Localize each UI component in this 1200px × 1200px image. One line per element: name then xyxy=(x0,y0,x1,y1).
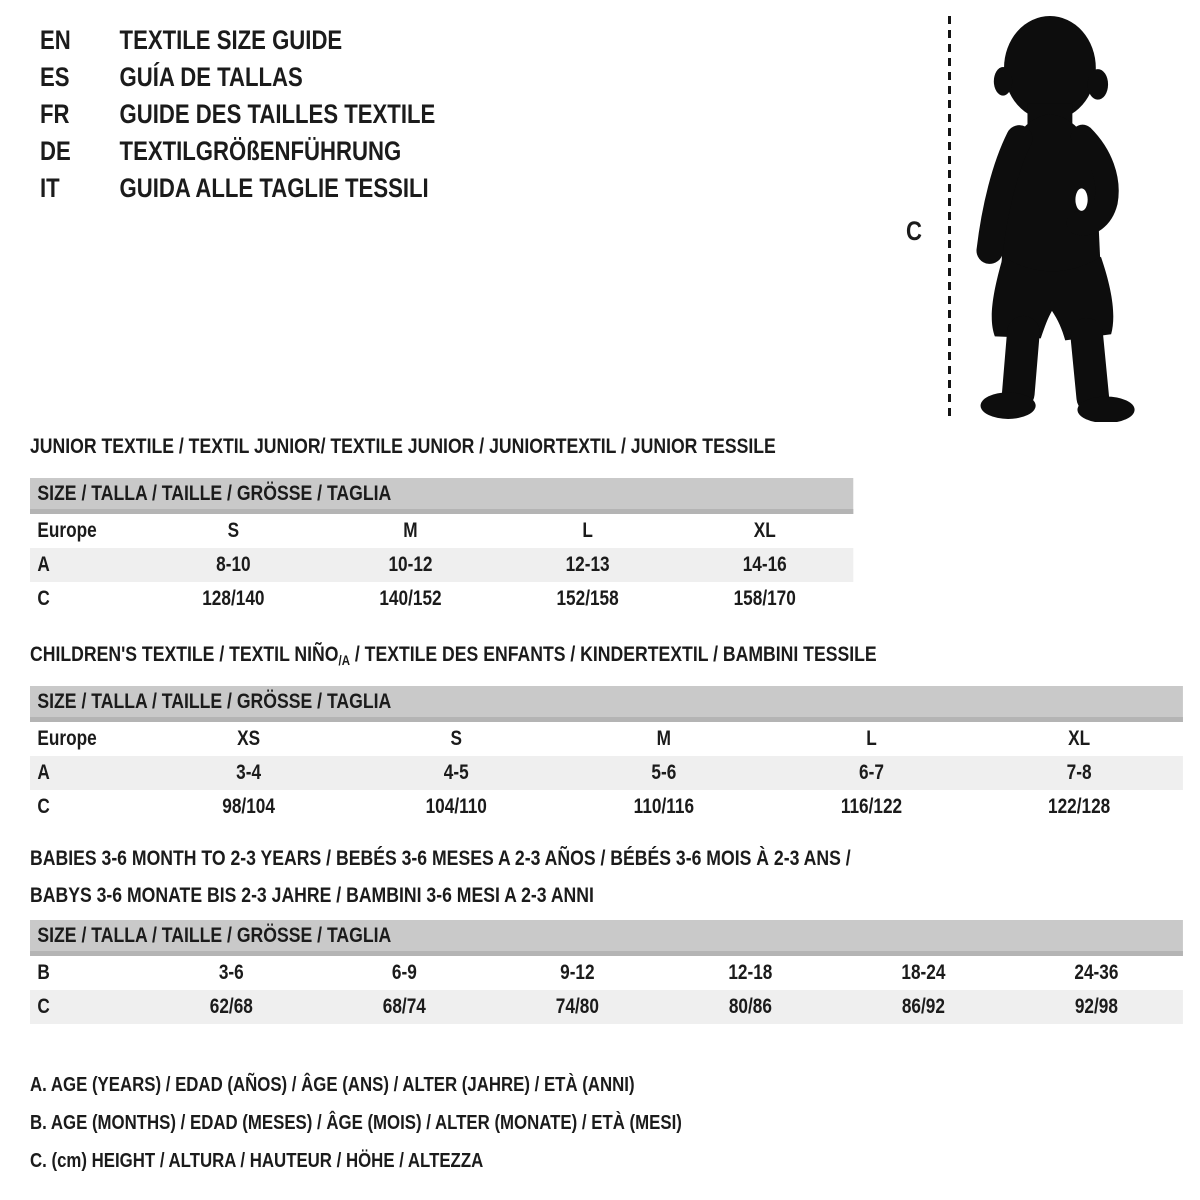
children-title-subscript: /A xyxy=(338,652,350,668)
table-row xyxy=(30,990,1183,1024)
size-header-label: SIZE / TALLA / TAILLE / GRÖSSE / TAGLIA xyxy=(37,923,392,947)
size-cell: 8-10 xyxy=(216,553,251,576)
size-cell: 140/152 xyxy=(379,587,442,610)
lang-row-es xyxy=(40,59,435,96)
table-row xyxy=(30,956,1183,990)
size-cell: 10-12 xyxy=(388,553,433,576)
size-cell: 158/170 xyxy=(733,587,796,610)
row-label: A xyxy=(37,553,50,576)
junior-size-table xyxy=(30,478,853,616)
legend-line-a: A. AGE (YEARS) / EDAD (AÑOS) / ÂGE (ANS) / ALTER (JAHRE) / ETÀ (ANNI) xyxy=(30,1073,635,1096)
table-row xyxy=(30,548,853,582)
lang-code: ES xyxy=(40,62,70,92)
size-cell: 7-8 xyxy=(1066,761,1092,784)
size-cell: XS xyxy=(237,727,261,750)
legend-line-b: B. AGE (MONTHS) / EDAD (MESES) / ÂGE (MOIS) / ALTER (MONATE) / ETÀ (MESI) xyxy=(30,1111,682,1134)
size-cell: M xyxy=(656,727,672,750)
size-cell: 62/68 xyxy=(209,995,253,1018)
toddler-silhouette-icon xyxy=(960,14,1148,422)
lang-label: GUIDA ALLE TAGLIE TESSILI xyxy=(119,173,429,203)
lang-row-en xyxy=(40,22,435,59)
lang-label: TEXTILE SIZE GUIDE xyxy=(119,25,343,55)
children-table-title xyxy=(30,642,877,672)
size-header-bar xyxy=(30,686,1183,722)
size-cell: 14-16 xyxy=(742,553,787,576)
size-cell: 3-4 xyxy=(236,761,262,784)
size-cell: 86/92 xyxy=(901,995,945,1018)
babies-size-table xyxy=(30,920,1183,1024)
table-row xyxy=(30,756,1183,790)
children-title-text: / TEXTILE DES ENFANTS / KINDERTEXTIL / BAMBINI TESSILE xyxy=(349,642,877,666)
junior-table-title: JUNIOR TEXTILE / TEXTIL JUNIOR/ TEXTILE JUNIOR / JUNIORTEXTIL / JUNIOR TESSILE xyxy=(30,434,776,458)
table-row xyxy=(30,514,853,548)
babies-table-title xyxy=(30,840,851,914)
size-cell: 92/98 xyxy=(1074,995,1118,1018)
size-cell: 4-5 xyxy=(443,761,469,784)
size-header-label: SIZE / TALLA / TAILLE / GRÖSSE / TAGLIA xyxy=(37,481,392,505)
babies-title-line2: BABYS 3-6 MONATE BIS 2-3 JAHRE / BAMBINI 3-6 MESI A 2-3 ANNI xyxy=(30,883,594,907)
size-cell: M xyxy=(403,519,418,542)
size-cell: XL xyxy=(1068,727,1091,750)
row-label: B xyxy=(37,961,50,984)
row-label: A xyxy=(37,761,50,784)
children-title-text: CHILDREN'S TEXTILE / TEXTIL NIÑO xyxy=(30,642,339,666)
lang-row-fr xyxy=(40,96,435,133)
size-cell: 3-6 xyxy=(218,961,244,984)
size-cell: 6-7 xyxy=(859,761,884,784)
table-row xyxy=(30,722,1183,756)
row-label: C xyxy=(37,795,50,818)
size-cell: 74/80 xyxy=(555,995,599,1018)
row-label: Europe xyxy=(37,727,97,750)
size-cell: 152/158 xyxy=(556,587,619,610)
size-header-label: SIZE / TALLA / TAILLE / GRÖSSE / TAGLIA xyxy=(37,689,392,713)
lang-code: DE xyxy=(40,136,71,166)
size-cell: XL xyxy=(753,519,776,542)
language-header xyxy=(40,22,435,207)
legend-line-c: C. (cm) HEIGHT / ALTURA / HAUTEUR / HÖHE / ALTEZZA xyxy=(30,1149,484,1172)
row-label: C xyxy=(37,995,50,1018)
lang-label: GUIDE DES TAILLES TEXTILE xyxy=(119,99,436,129)
lang-code: EN xyxy=(40,25,71,55)
size-cell: 12-18 xyxy=(728,961,773,984)
lang-code: IT xyxy=(40,173,60,203)
size-cell: S xyxy=(450,727,462,750)
table-row xyxy=(30,582,853,616)
size-cell: 5-6 xyxy=(651,761,677,784)
size-cell: 116/122 xyxy=(840,795,903,818)
size-cell: 24-36 xyxy=(1074,961,1119,984)
lang-row-de xyxy=(40,133,435,170)
row-label: Europe xyxy=(37,519,97,542)
size-cell: 104/110 xyxy=(425,795,487,818)
size-cell: 128/140 xyxy=(202,587,265,610)
size-cell: 98/104 xyxy=(222,795,275,818)
size-cell: 68/74 xyxy=(382,995,426,1018)
size-cell: 110/116 xyxy=(633,795,695,818)
children-size-table xyxy=(30,686,1183,824)
lang-label: TEXTILGRÖßENFÜHRUNG xyxy=(119,136,402,166)
size-cell: 9-12 xyxy=(560,961,595,984)
size-cell: 80/86 xyxy=(728,995,772,1018)
size-header-bar xyxy=(30,478,853,514)
size-cell: L xyxy=(582,519,593,542)
babies-title-line1: BABIES 3-6 MONTH TO 2-3 YEARS / BEBÉS 3-6 MESES A 2-3 AÑOS / BÉBÉS 3-6 MOIS À 2-3 ANS / xyxy=(30,846,851,870)
height-measure-dashed-line xyxy=(948,16,951,416)
size-cell: 12-13 xyxy=(565,553,610,576)
table-row xyxy=(30,790,1183,824)
lang-row-it xyxy=(40,170,435,207)
lang-code: FR xyxy=(40,99,70,129)
size-cell: S xyxy=(227,519,240,542)
measure-c-label: C xyxy=(906,216,922,246)
size-header-bar xyxy=(30,920,1183,956)
size-cell: 18-24 xyxy=(901,961,946,984)
lang-label: GUÍA DE TALLAS xyxy=(119,62,303,92)
size-cell: 6-9 xyxy=(391,961,417,984)
row-label: C xyxy=(37,587,50,610)
legend xyxy=(30,1066,682,1180)
size-cell: L xyxy=(866,727,877,750)
size-cell: 122/128 xyxy=(1047,795,1111,818)
